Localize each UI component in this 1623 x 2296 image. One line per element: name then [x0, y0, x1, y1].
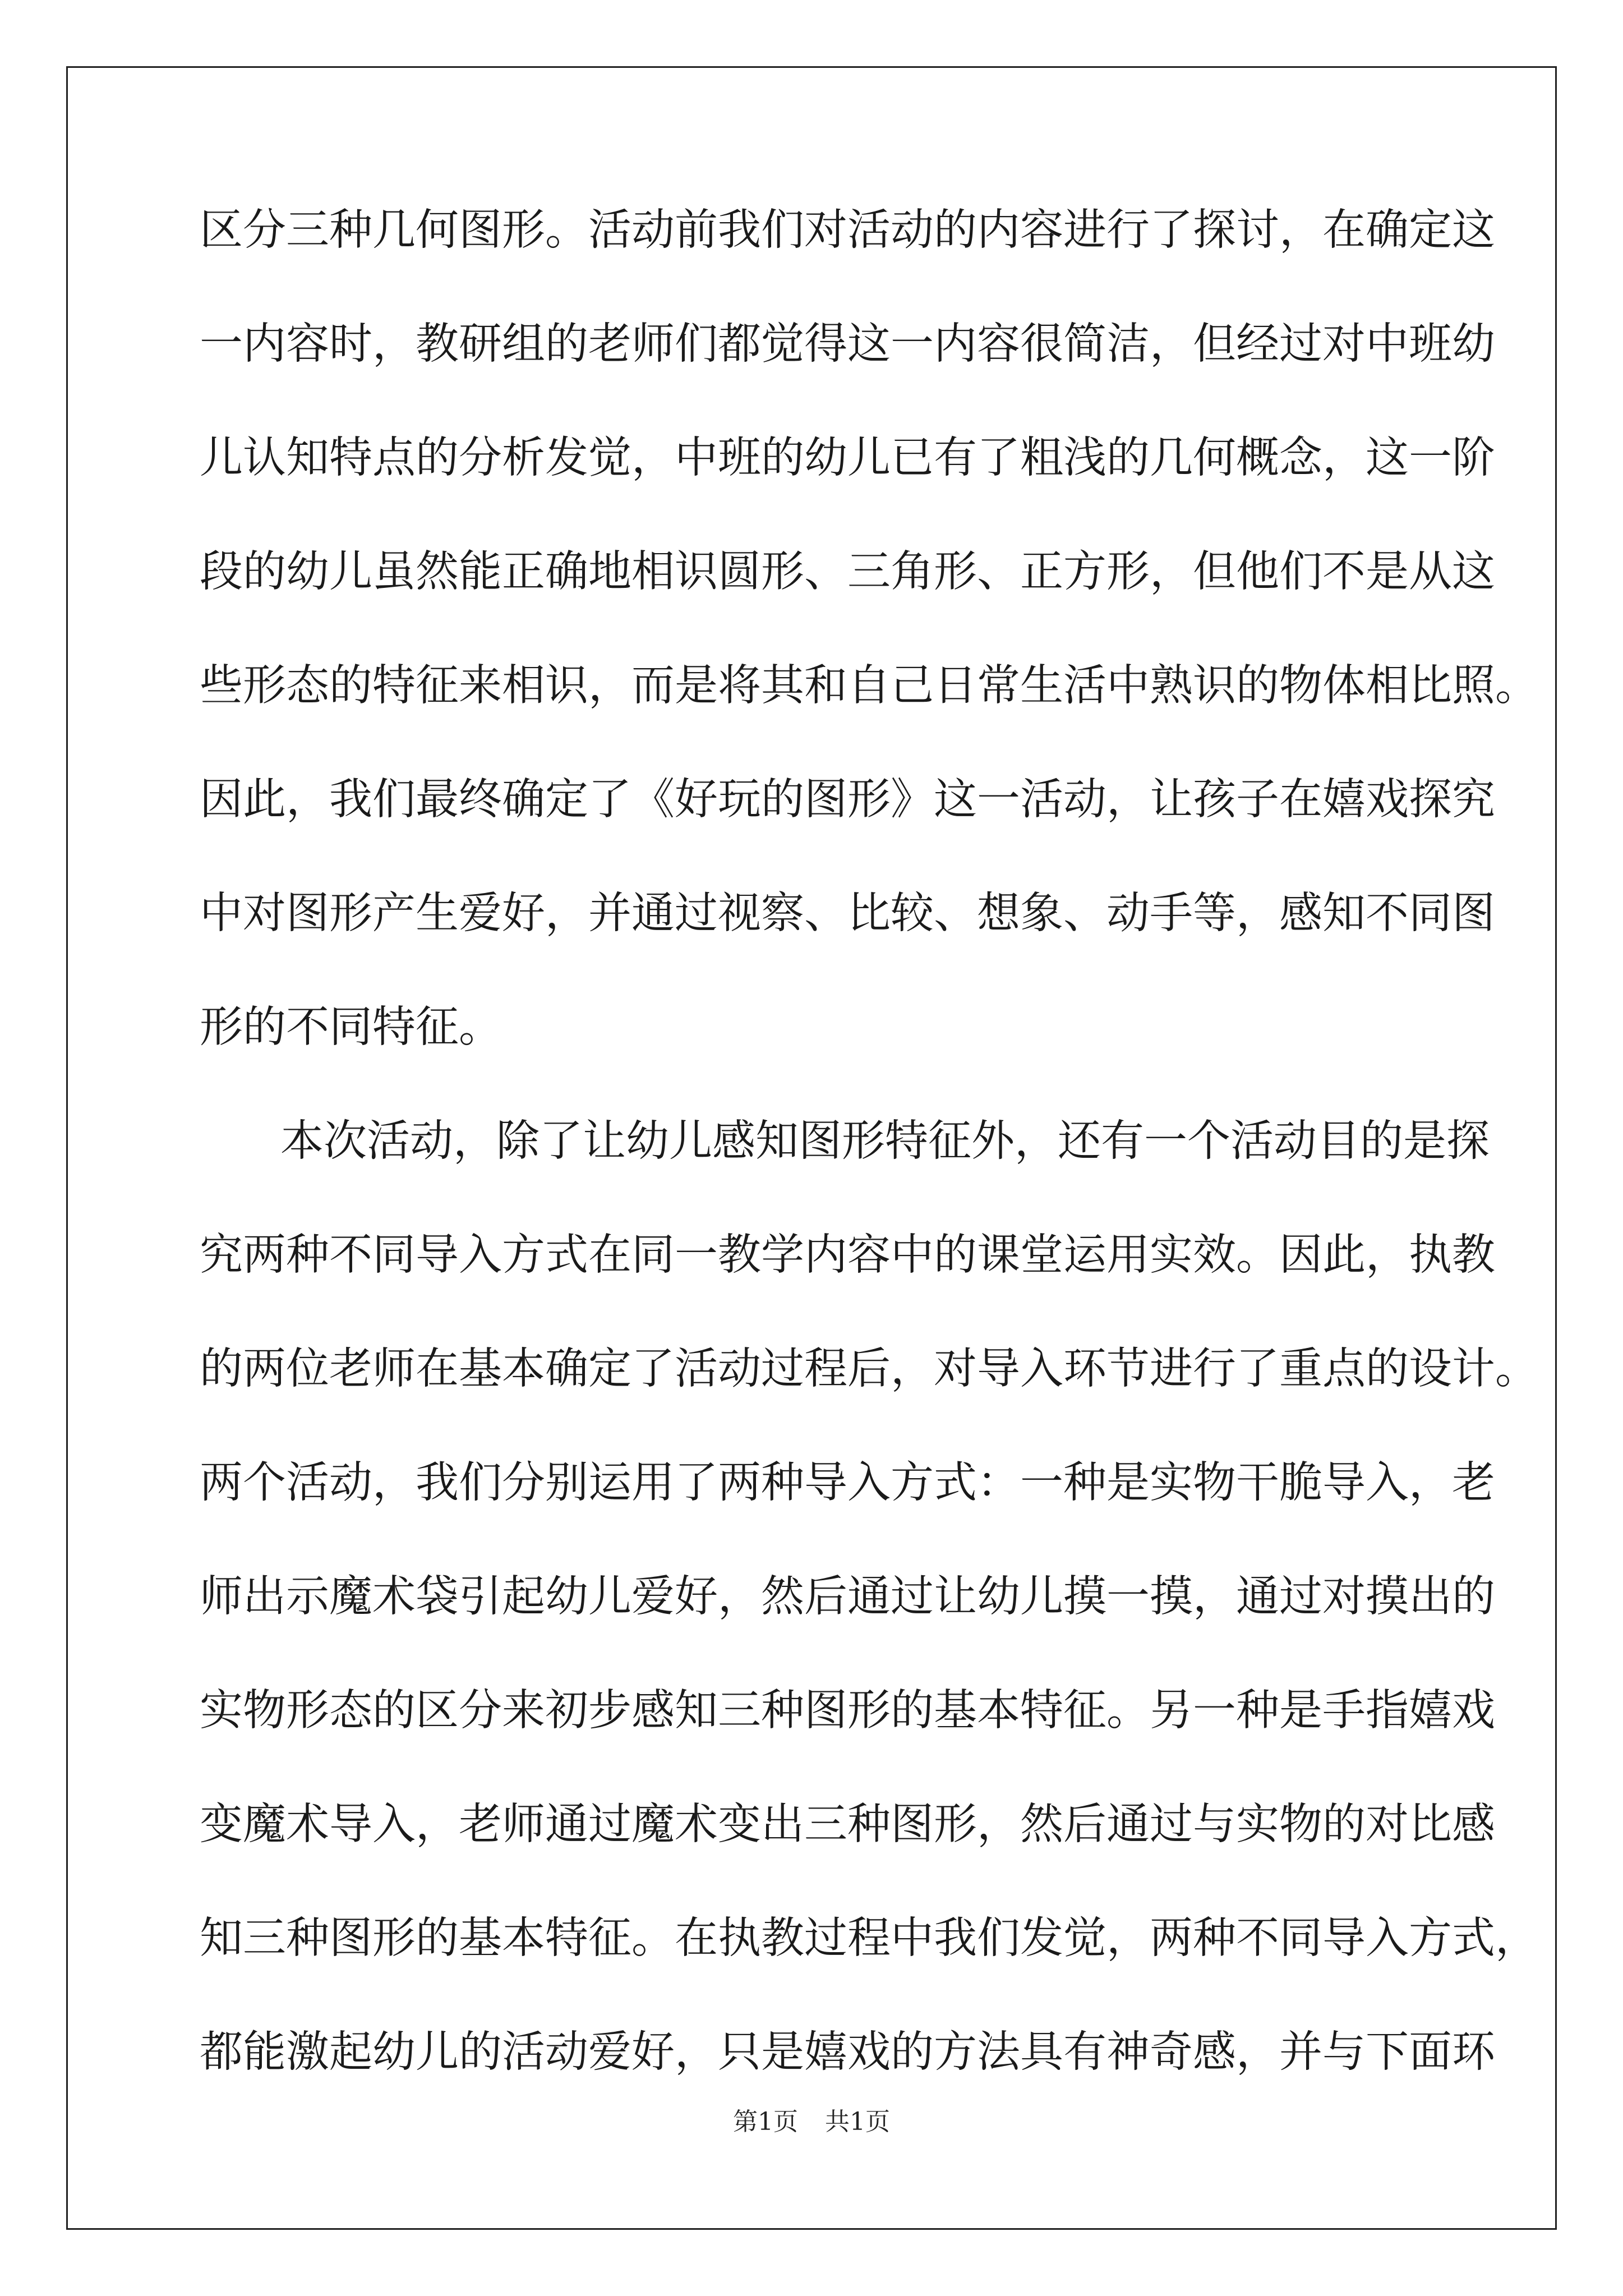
text-line: 变魔术导入，老师通过魔术变出三种图形，然后通过与实物的对比感: [200, 1800, 1495, 1849]
text-line: 师出示魔术袋引起幼儿爱好，然后通过让幼儿摸一摸，通过对摸出的: [200, 1572, 1495, 1622]
text-line: 的两位老师在基本确定了活动过程后，对导入环节进行了重点的设计。: [200, 1344, 1538, 1394]
text-line: 一内容时，教研组的老师们都觉得这一内容很简洁，但经过对中班幼: [200, 319, 1495, 369]
text-line: 中对图形产生爱好，并通过视察、比较、想象、动手等，感知不同图: [200, 889, 1495, 938]
page-total: 共1页: [825, 2108, 890, 2136]
text-line: 究两种不同导入方式在同一教学内容中的课堂运用实效。因此，执教: [200, 1230, 1495, 1280]
page-number: 第1页: [733, 2108, 798, 2136]
page-footer: [0, 2105, 1623, 2139]
text-line: 都能激起幼儿的活动爱好，只是嬉戏的方法具有神奇感，并与下面环: [200, 2027, 1495, 2077]
text-line: 些形态的特征来相识，而是将其和自己日常生活中熟识的物体相比照。: [200, 661, 1538, 711]
text-line: 儿认知特点的分析发觉，中班的幼儿已有了粗浅的几何概念，这一阶: [200, 433, 1495, 483]
text-line: 区分三种几何图形。活动前我们对活动的内容进行了探讨，在确定这: [200, 205, 1495, 255]
text-line: 形的不同特征。: [200, 1002, 502, 1052]
text-line: 实物形态的区分来初步感知三种图形的基本特征。另一种是手指嬉戏: [200, 1686, 1495, 1736]
text-line: 因此，我们最终确定了《好玩的图形》这一活动，让孩子在嬉戏探究: [200, 775, 1495, 825]
text-line: 两个活动，我们分别运用了两种导入方式：一种是实物干脆导入，老: [200, 1458, 1495, 1508]
text-line: 段的幼儿虽然能正确地相识圆形、三角形、正方形，但他们不是从这: [200, 547, 1495, 597]
paragraph-first-line: 本次活动，除了让幼儿感知图形特征外，还有一个活动目的是探: [280, 1116, 1490, 1166]
text-line: 知三种图形的基本特征。在执教过程中我们发觉，两种不同导入方式，: [200, 1913, 1538, 1963]
